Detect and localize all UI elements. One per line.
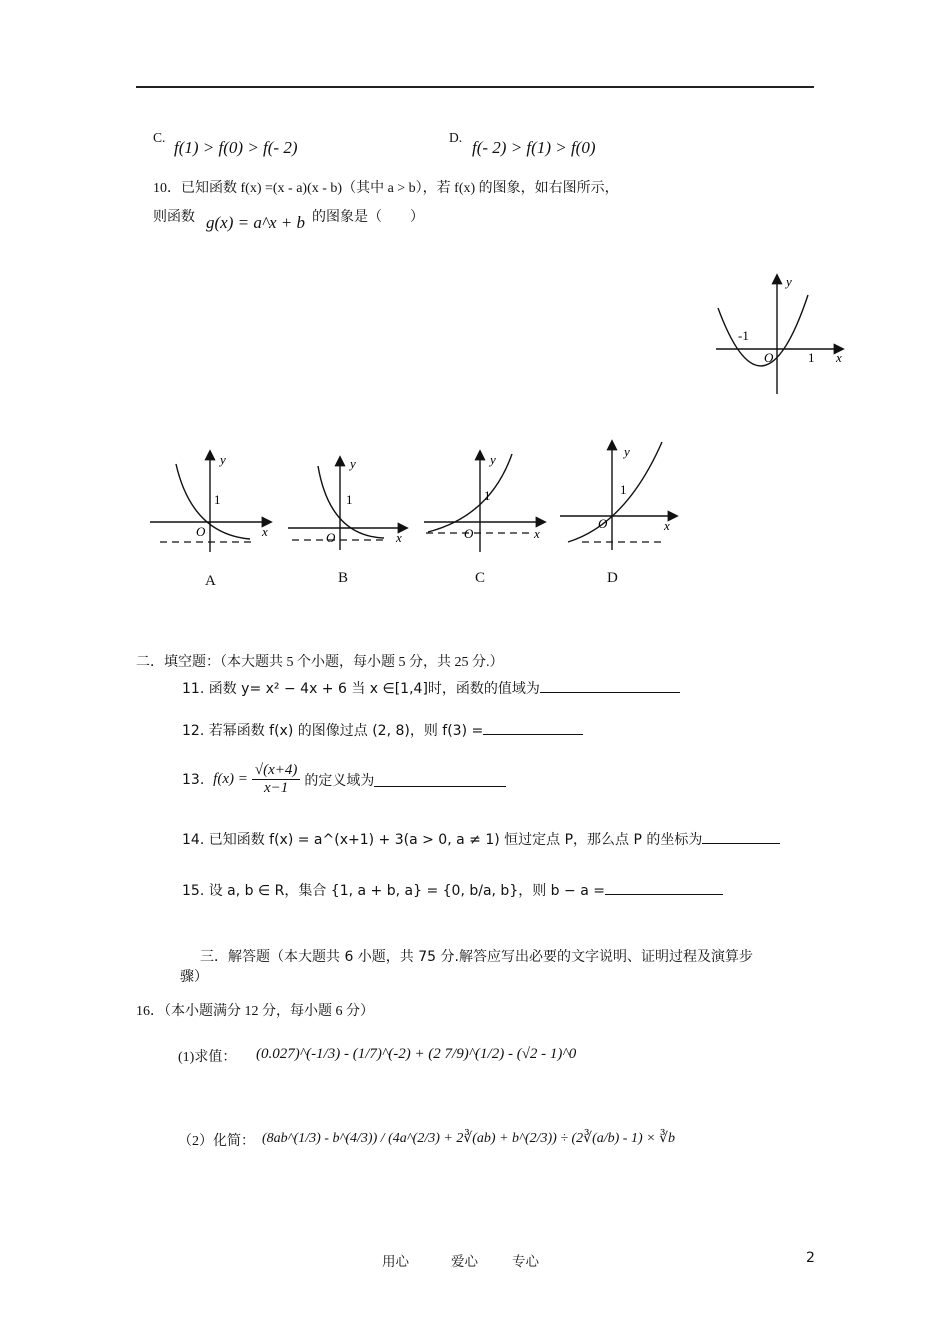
option-c-expr: f(1) > f(0) > f(- 2): [174, 138, 298, 157]
x-label: x: [396, 530, 402, 545]
parabola-curve: [718, 295, 808, 366]
q15-text: 设 a, b ∈ R，集合 {1, a + b, a} = {0, b/a, b}，则 b − a =: [208, 883, 605, 899]
q16-1-expr: (0.027)^(-1/3) - (1/7)^(-2) + (2 7/9)^(1/2) - (√2 - 1)^0: [256, 1046, 577, 1062]
section3-heading-line1: 三．解答题（本大题共 6 小题，共 75 分.解答应写出必要的文字说明、证明过程及演算步: [200, 949, 753, 965]
q12-num: 12.: [182, 723, 205, 739]
q12-answer-blank[interactable]: [483, 720, 583, 735]
option-a-letter: A: [205, 573, 216, 589]
q15: [182, 880, 723, 900]
option-d-letter: D: [607, 570, 618, 586]
origin-label: O: [598, 516, 608, 531]
tick-1: 1: [214, 492, 221, 507]
footer-left: 用心: [382, 1254, 409, 1269]
tick-1: 1: [484, 488, 491, 503]
q12-text: 若幂函数 f(x) 的图像过点 (2, 8)，则 f(3) =: [208, 723, 484, 739]
q15-answer-blank[interactable]: [605, 880, 723, 895]
q14-answer-blank[interactable]: [702, 829, 780, 844]
q10-line2-suffix: 的图象是（ ）: [312, 210, 424, 225]
q13-suffix: 的定义域为: [304, 772, 375, 789]
y-label: y: [786, 274, 792, 289]
y-label: y: [350, 456, 356, 471]
option-c-letter: C: [475, 570, 486, 586]
q14-num: 14.: [182, 832, 205, 848]
curve-a: [176, 464, 250, 539]
q13: [182, 762, 506, 797]
y-label: y: [220, 452, 226, 467]
option-c-label: C.: [153, 130, 166, 145]
y-label: y: [624, 444, 630, 459]
option-d-expr: f(- 2) > f(1) > f(0): [472, 138, 596, 157]
main-parabola-graph: [708, 270, 848, 400]
origin-label: O: [196, 524, 206, 539]
q11: [182, 678, 680, 698]
footer-mid: 爱心: [451, 1254, 478, 1269]
q16-title: 16．（本小题满分 12 分，每小题 6 分）: [136, 1004, 374, 1019]
origin-label: O: [326, 530, 336, 545]
q13-numerator: √(x+4): [252, 762, 301, 780]
tick-1: 1: [620, 482, 627, 497]
option-a-graph: [146, 446, 276, 556]
q10-line2-expr: g(x) = a^x + b: [206, 213, 306, 232]
x-label: x: [836, 350, 842, 365]
option-c-graph: [420, 446, 550, 556]
tick-1: 1: [346, 492, 353, 507]
q15-num: 15.: [182, 883, 205, 899]
q14: [182, 829, 780, 849]
header-rule: [136, 86, 814, 88]
q11-num: 11.: [182, 681, 205, 697]
q13-fraction: [252, 762, 301, 797]
origin-label: O: [764, 350, 774, 365]
q10-line1: 10．已知函数 f(x) =(x - a)(x - b)（其中 a > b），若 f(x) 的图象，如右图所示，: [153, 181, 619, 196]
q13-answer-blank[interactable]: [374, 772, 506, 787]
option-b-graph: [284, 452, 414, 552]
q11-text: 函数 y= x² − 4x + 6 当 x ∈[1,4]时，函数的值域为: [208, 681, 540, 697]
y-label: y: [490, 452, 496, 467]
q11-answer-blank[interactable]: [540, 678, 680, 693]
q10-line2-prefix: 则函数: [153, 210, 195, 225]
q16-2-label: （2）化简：: [178, 1134, 255, 1149]
q13-denominator: x−1: [263, 780, 289, 796]
x-label: x: [534, 526, 540, 541]
section2-heading: 二．填空题：（本大题共 5 个小题，每小题 5 分，共 25 分.）: [136, 655, 504, 670]
tick-1: 1: [808, 350, 815, 365]
option-d-label: D.: [449, 130, 463, 145]
q14-text: 已知函数 f(x) = a^(x+1) + 3(a > 0, a ≠ 1) 恒过定点 P，那么点 P 的坐标为: [208, 832, 703, 848]
q13-num: 13.: [182, 771, 205, 788]
tick-neg1: -1: [738, 328, 749, 343]
option-b-letter: B: [338, 570, 349, 586]
q12: [182, 720, 583, 740]
curve-c: [428, 454, 512, 532]
footer-right: 专心: [512, 1254, 539, 1269]
x-label: x: [262, 524, 268, 539]
curve-d: [568, 442, 662, 542]
origin-label: O: [464, 526, 474, 541]
q16-2-expr: (8ab^(1/3) - b^(4/3)) / (4a^(2/3) + 2∛(ab) + b^(2/3)) ÷ (2∛(a/b) - 1) × ∛b: [262, 1131, 675, 1146]
option-d-graph: [556, 436, 686, 552]
section3-heading-line2: 骤）: [180, 969, 208, 985]
q16-1-label: (1)求值：: [178, 1050, 237, 1065]
q13-lhs: f(x) =: [213, 771, 248, 787]
page-number: 2: [806, 1250, 815, 1266]
x-label: x: [664, 518, 670, 533]
